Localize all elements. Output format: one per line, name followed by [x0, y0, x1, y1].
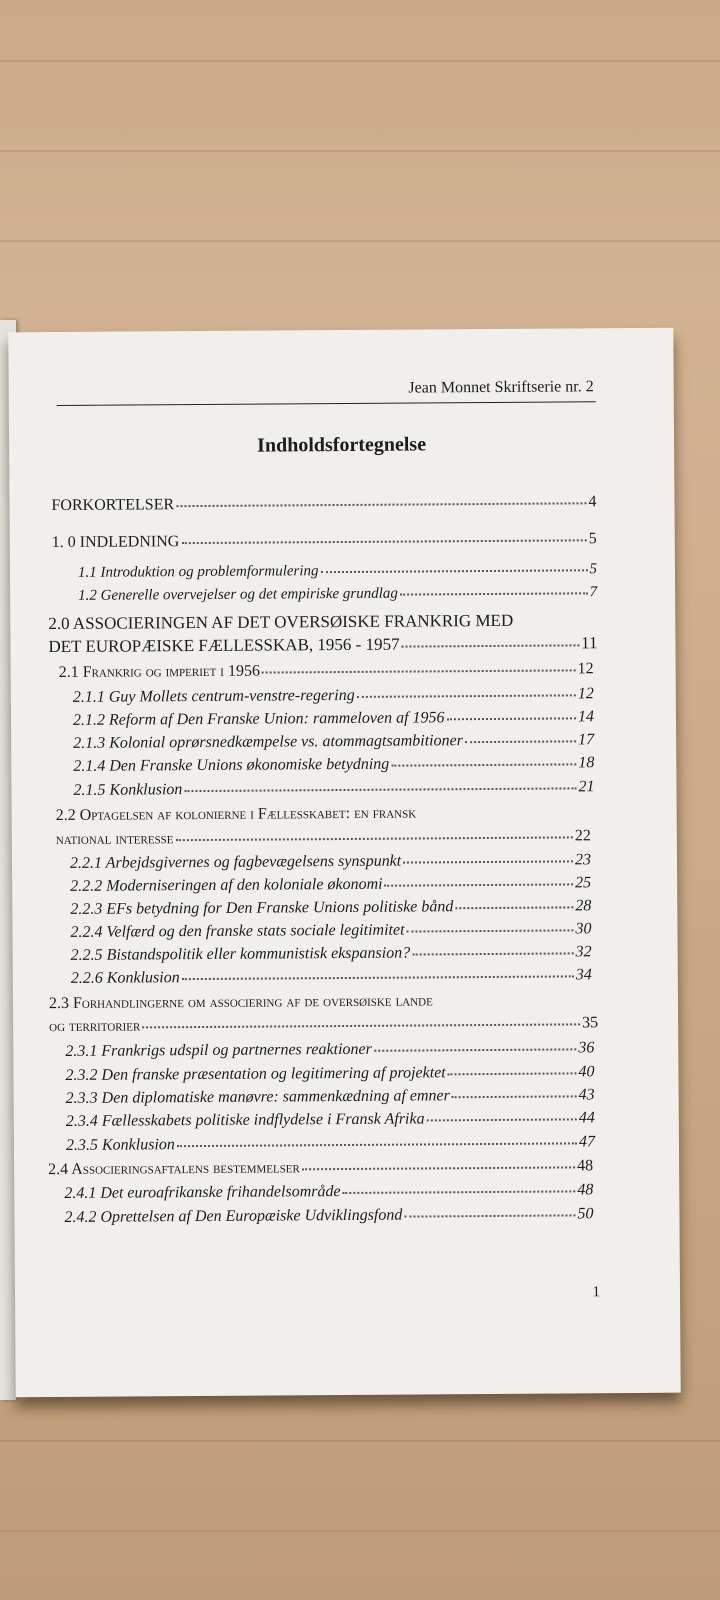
toc-entry-page: 35 [582, 1014, 599, 1032]
toc-entry [56, 827, 591, 849]
toc-leader-dots [426, 1107, 576, 1121]
toc-entry-page: 34 [575, 966, 592, 984]
toc-entry [73, 754, 594, 776]
toc-entry-title: 2.3.4 Fællesskabets politiske indflydelse i Fransk Afrika [65, 1110, 425, 1131]
toc-entry [71, 966, 592, 988]
toc-leader-dots [320, 558, 587, 572]
toc-entry [66, 1086, 595, 1108]
toc-leader-dots [448, 1061, 577, 1075]
toc-entry [73, 778, 594, 800]
toc-entry [78, 560, 597, 581]
toc-entry [56, 803, 591, 825]
toc-entry-title: og territorier [49, 1017, 141, 1036]
series-header: Jean Monnet Skriftserie nr. 2 [408, 378, 594, 397]
toc-entry [59, 660, 594, 682]
table-of-contents [9, 493, 674, 1227]
toc-entry [51, 493, 596, 515]
toc-entry [65, 1039, 594, 1061]
toc-entry-page: 11 [581, 633, 598, 653]
toc-entry-page: 12 [577, 685, 594, 703]
toc-entry [70, 920, 591, 942]
page-number: 1 [592, 1284, 601, 1301]
toc-leader-dots [262, 658, 576, 673]
toc-entry [71, 943, 592, 965]
toc-entry-title: 2.4.2 Oprettelsen af Den Europæiske Udviklingsfond [64, 1206, 403, 1227]
toc-entry-page: 22 [574, 827, 591, 845]
toc-leader-dots [452, 1084, 577, 1098]
toc-entry-title: national interesse [55, 830, 174, 849]
toc-entry-page: 30 [575, 920, 592, 938]
toc-leader-dots [384, 872, 573, 887]
toc-entry-title: 2.3 Forhandlingerne om associering af de oversøiske lande [48, 992, 433, 1013]
toc-entry [66, 1109, 595, 1131]
toc-entry [52, 530, 597, 552]
toc-entry-title: 2.3.2 Den franske præsentation og legitimering af projektet [65, 1064, 446, 1085]
toc-leader-dots [401, 632, 579, 647]
toc-entry-title: 2.4.1 Det euroafrikanske frihandelsområde [64, 1183, 341, 1203]
book-page [8, 328, 680, 1398]
toc-entry-page: 4 [588, 493, 597, 511]
toc-entry-title: DET EUROPÆISKE FÆLLESSKAB, 1956 - 1957 [48, 634, 400, 657]
toc-leader-dots [177, 1131, 577, 1147]
toc-leader-dots [391, 752, 576, 766]
toc-entry [78, 583, 597, 604]
toc-entry [48, 633, 597, 657]
toc-entry [48, 1157, 593, 1179]
toc-entry-page: 5 [589, 560, 598, 577]
toc-leader-dots [176, 491, 586, 507]
toc-entry-title: 2.3.1 Frankrigs udspil og partnernes reaktioner [65, 1041, 372, 1061]
toc-entry-page: 12 [577, 660, 594, 678]
toc-entry [70, 874, 591, 896]
toc-entry-title: 2.2 Optagelsen af kolonierne i Fællesskabet: en fransk [55, 804, 417, 825]
toc-leader-dots [446, 706, 576, 720]
toc-entry-title: 2.4 Associeringsaftalens bestemmelser [48, 1159, 300, 1179]
toc-entry-page: 7 [589, 583, 598, 600]
toc-entry-title: 2.3.3 Den diplomatiske manøvre: sammenkædning af emner [65, 1087, 450, 1108]
toc-entry [73, 685, 594, 707]
toc-entry-page: 21 [578, 778, 595, 796]
toc-entry-title: 2.1.4 Den Franske Unions økonomiske betydning [73, 755, 390, 776]
toc-leader-dots [404, 1203, 575, 1217]
toc-entry-title: 2.0 ASSOCIERINGEN AF DET OVERSØISKE FRANKRIG MED [48, 610, 514, 634]
toc-leader-dots [412, 941, 574, 955]
toc-leader-dots [302, 1155, 575, 1170]
toc-entry-title: 2.1.3 Kolonial oprørsnedkæmpelse vs. atommagtsambitioner [73, 732, 463, 753]
toc-leader-dots [465, 729, 576, 743]
toc-entry-title: 2.1.2 Reform af Den Franske Union: rammeloven af 1956 [72, 709, 445, 730]
toc-entry [70, 851, 591, 873]
header-rule [57, 401, 596, 406]
page-title: Indholdsfortegnelse [257, 433, 427, 457]
toc-entry-page: 43 [578, 1086, 595, 1104]
toc-leader-dots [455, 895, 573, 909]
toc-entry [73, 708, 594, 730]
toc-entry-title: 2.1.1 Guy Mollets centrum-venstre-regering [72, 687, 355, 707]
toc-entry-page: 47 [578, 1133, 596, 1151]
toc-leader-dots [142, 1012, 580, 1028]
toc-leader-dots [342, 1179, 575, 1194]
toc-entry-title: FORKORTELSER [51, 496, 175, 515]
toc-entry-page: 32 [575, 943, 592, 961]
toc-entry [70, 897, 591, 919]
toc-entry [48, 610, 597, 634]
toc-entry-title: 2.2.3 EFs betydning for Den Franske Unions politiske bånd [70, 898, 454, 919]
toc-entry-title: 1.2 Generelle overvejelser og det empiriske grundlag [78, 585, 398, 604]
toc-entry-title: 2.2.1 Arbejdsgivernes og fagbevægelsens synspunkt [69, 852, 402, 873]
toc-entry-page: 48 [577, 1181, 594, 1199]
toc-entry [64, 1205, 593, 1227]
toc-entry-title: 1. 0 INDLEDNING [51, 533, 180, 552]
toc-entry [49, 1014, 598, 1036]
toc-entry-title: 2.1.5 Konklusion [73, 781, 183, 800]
toc-entry-title: 2.2.5 Bistandspolitik eller kommunistisk ekspansion? [70, 944, 411, 965]
toc-leader-dots [357, 683, 576, 698]
toc-entry-page: 18 [578, 754, 595, 772]
toc-entry-page: 50 [577, 1205, 594, 1223]
toc-entry-page: 14 [577, 708, 595, 726]
toc-entry [73, 731, 594, 753]
toc-entry-title: 2.2.6 Konklusion [70, 969, 180, 988]
toc-entry [49, 991, 598, 1013]
toc-entry-page: 17 [578, 731, 595, 749]
toc-entry-page: 28 [575, 897, 592, 915]
toc-entry-page: 44 [578, 1109, 595, 1127]
toc-leader-dots [400, 581, 588, 595]
toc-entry-title: 1.1 Introduktion og problemformulering [77, 562, 319, 581]
toc-leader-dots [406, 918, 573, 932]
toc-entry-page: 36 [578, 1039, 595, 1057]
toc-entry-page: 48 [577, 1157, 594, 1175]
toc-entry-title: 2.1 Frankrig og imperiet i 1956 [58, 662, 261, 682]
toc-entry [64, 1181, 593, 1203]
toc-entry-page: 25 [575, 874, 592, 892]
toc-leader-dots [374, 1037, 577, 1052]
toc-entry [66, 1133, 595, 1155]
toc-entry-page: 5 [588, 530, 597, 548]
toc-entry-title: 2.3.5 Konklusion [65, 1136, 175, 1155]
toc-entry [65, 1063, 594, 1085]
toc-entry-title: 2.2.2 Moderniseringen af den koloniale økonomi [70, 875, 383, 896]
toc-leader-dots [182, 964, 574, 980]
toc-leader-dots [184, 776, 576, 792]
toc-entry-title: 2.2.4 Velfærd og den franske stats sociale legitimitet [70, 921, 405, 942]
toc-leader-dots [181, 528, 587, 544]
toc-entry-page: 23 [574, 851, 592, 869]
toc-leader-dots [175, 825, 572, 841]
toc-leader-dots [403, 849, 573, 863]
toc-entry-page: 40 [578, 1063, 595, 1081]
